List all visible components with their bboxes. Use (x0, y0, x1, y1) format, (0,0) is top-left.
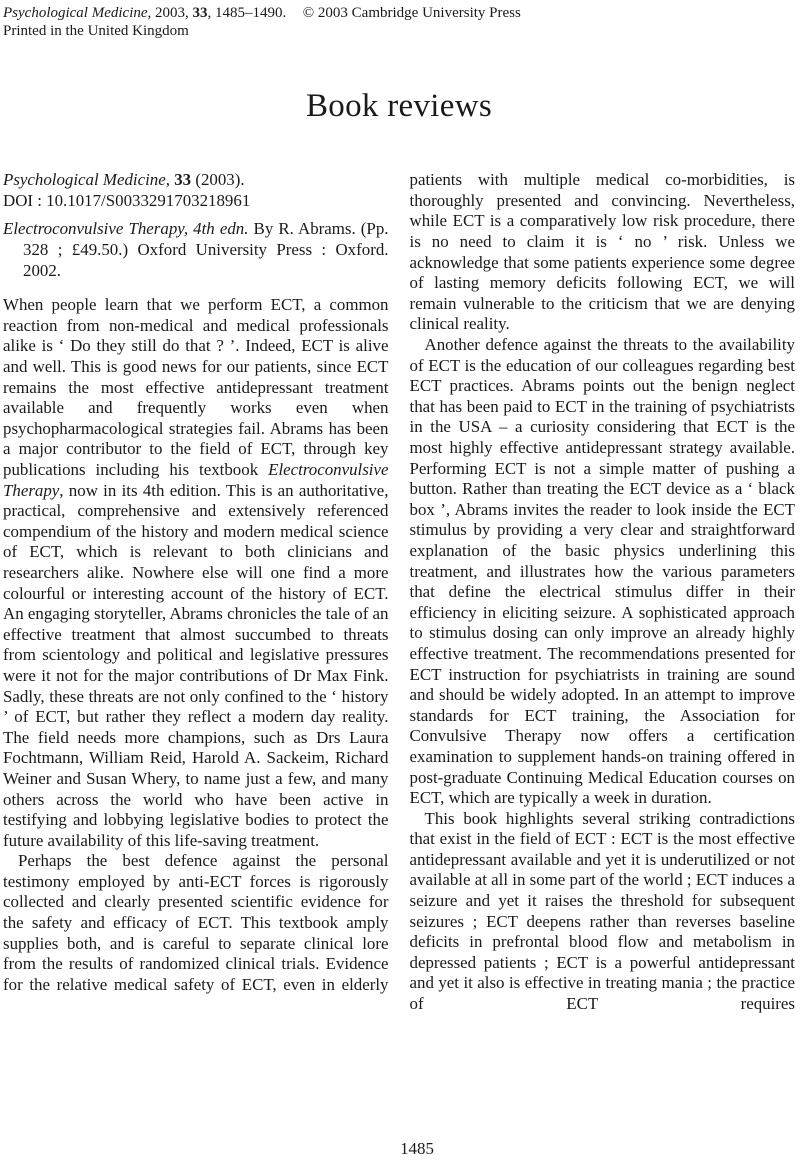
review-paragraph-1 (3, 295, 389, 851)
citation-block (3, 170, 389, 211)
citation-sep: , (165, 170, 175, 190)
citation-year: (2003). (191, 170, 245, 190)
running-head (3, 4, 795, 40)
review-paragraph-3: Another defence against the threats to the availability of ECT is the education of our colleagues regarding best ECT practices. Abrams points out the benign neglect that has been paid to ECT in the training of psychiatrists in the USA – a curiosity considering that ECT is the most highly effective antidepressant strategy available. Performing ECT is not a simple matter of pushing a button. Rather than treating the ECT device as a ‘ black box ’, Abrams invites the reader to look inside the ECT stimulus by providing a very clear and straightforward explanation of the basic physics underlining this treatment, and illustrates how the various parameters that define the electrical stimulus differ in their efficiency in eliciting seizure. A sophisticated approach to stimulus dosing can only improve an already highly effective treatment. The recommendations presented for ECT instruction for psychiatrists in training are sound and should be widely adopted. In an attempt to improve standards for ECT training, the Association for Convulsive Therapy now offers a certification examination to supplement hands-on training offered in post-graduate Continuing Medical Education courses on ECT, which are typically a week in duration. (409, 335, 795, 808)
journal-name: Psychological Medicine (3, 5, 148, 21)
right-column (410, 170, 796, 1142)
book-reference-details: By R. Abrams. (Pp. 328 ; £49.50.) Oxford University Press : Oxford. 2002. (23, 219, 389, 280)
left-column (3, 170, 389, 1142)
citation-journal: Psychological Medicine (3, 170, 166, 190)
review-paragraph-2-continued: patients with multiple medical co-morbidities, is thoroughly presented and convincing. Nevertheless, while ECT is a comparatively low risk procedure, there is no need to claim it is ‘ no ’ risk. Unless we acknowledge that some patients experience some degree of lasting memory deficits following ECT, we will remain vulnerable to the criticism that we are denying clinical reality. (409, 170, 795, 334)
copyright-notice: © 2003 Cambridge University Press (302, 5, 521, 21)
page-title: Book reviews (306, 88, 492, 124)
page-range: , 1485–1490. (207, 5, 287, 21)
review-paragraph-2: Perhaps the best defence against the personal testimony employed by anti-ECT forces is rigorously collected and clearly presented scientific evidence for the safety and efficacy of ECT. This textbook amply supplies both, and is careful to separate clinical lore from the results of randomized clinical trials. Evidence for the relative medical safety of ECT, even in elderly (3, 851, 389, 994)
citation-volume: 33 (174, 170, 192, 190)
book-title: Electroconvulsive Therapy, 4th edn. (3, 219, 249, 239)
doi: DOI : 10.1017/S0033291703218961 (3, 190, 251, 210)
running-head-line1 (3, 4, 795, 22)
review-paragraph-1-text-cont: , now in its 4th edition. This is an authoritative, practical, comprehensive and extensively referenced compendium of the history and modern medical science of ECT, which is relevant to both clinicians and researchers alike. Nowhere else will one find a more colourful or interesting account of the history of ECT. An engaging storyteller, Abrams chronicles the tale of an effective treatment that almost succumbed to threats from scientology and political and legislative pressures were it not for the major contributions of Dr Max Fink. Sadly, these threats are not only confined to the ‘ history ’ of ECT, but rather they reflect a modern day reality. The field needs more champions, such as Drs Laura Fochtmann, William Reid, Harold A. Sackeim, Richard Weiner and Susan Whery, to name just a few, and many others across the world who have been active in testifying and lobbying legislative bodies to protect the future availability of this life-saving treatment. (3, 480, 389, 850)
running-head-year: , 2003, (147, 5, 193, 21)
volume-number: 33 (192, 5, 208, 21)
book-reference (3, 219, 389, 281)
page-number: 1485 (400, 1139, 434, 1158)
review-paragraph-4: This book highlights several striking contradictions that exist in the field of ECT : ECT is the most effective antidepressant available and yet it is underutilized or not available at all in some part of the world ; ECT induces a seizure and yet it raises the threshold for subsequent seizures ; ECT deepens rather than reverses baseline deficits in prefrontal blood flow and metabolism in depressed patients ; ECT is a powerful antidepressant and yet it also is effective in treating mania ; the practice of ECT requires (409, 808, 795, 1014)
book-title-inline: Electroconvulsive Therapy (3, 460, 389, 500)
review-paragraph-1-text: When people learn that we perform ECT, a common reaction from non-medical and medical professionals alike is ‘ Do they still do that ? ’. Indeed, ECT is alive and well. This is good news for our patients, since ECT remains the most effective antidepressant treatment available and frequently works even when psychopharmacological strategies fail. Abrams has been a major contributor to the field of ECT, through key publications including his textbook (3, 295, 389, 480)
two-column-text (3, 170, 795, 1142)
printed-in-notice: Printed in the United Kingdom (3, 23, 189, 39)
